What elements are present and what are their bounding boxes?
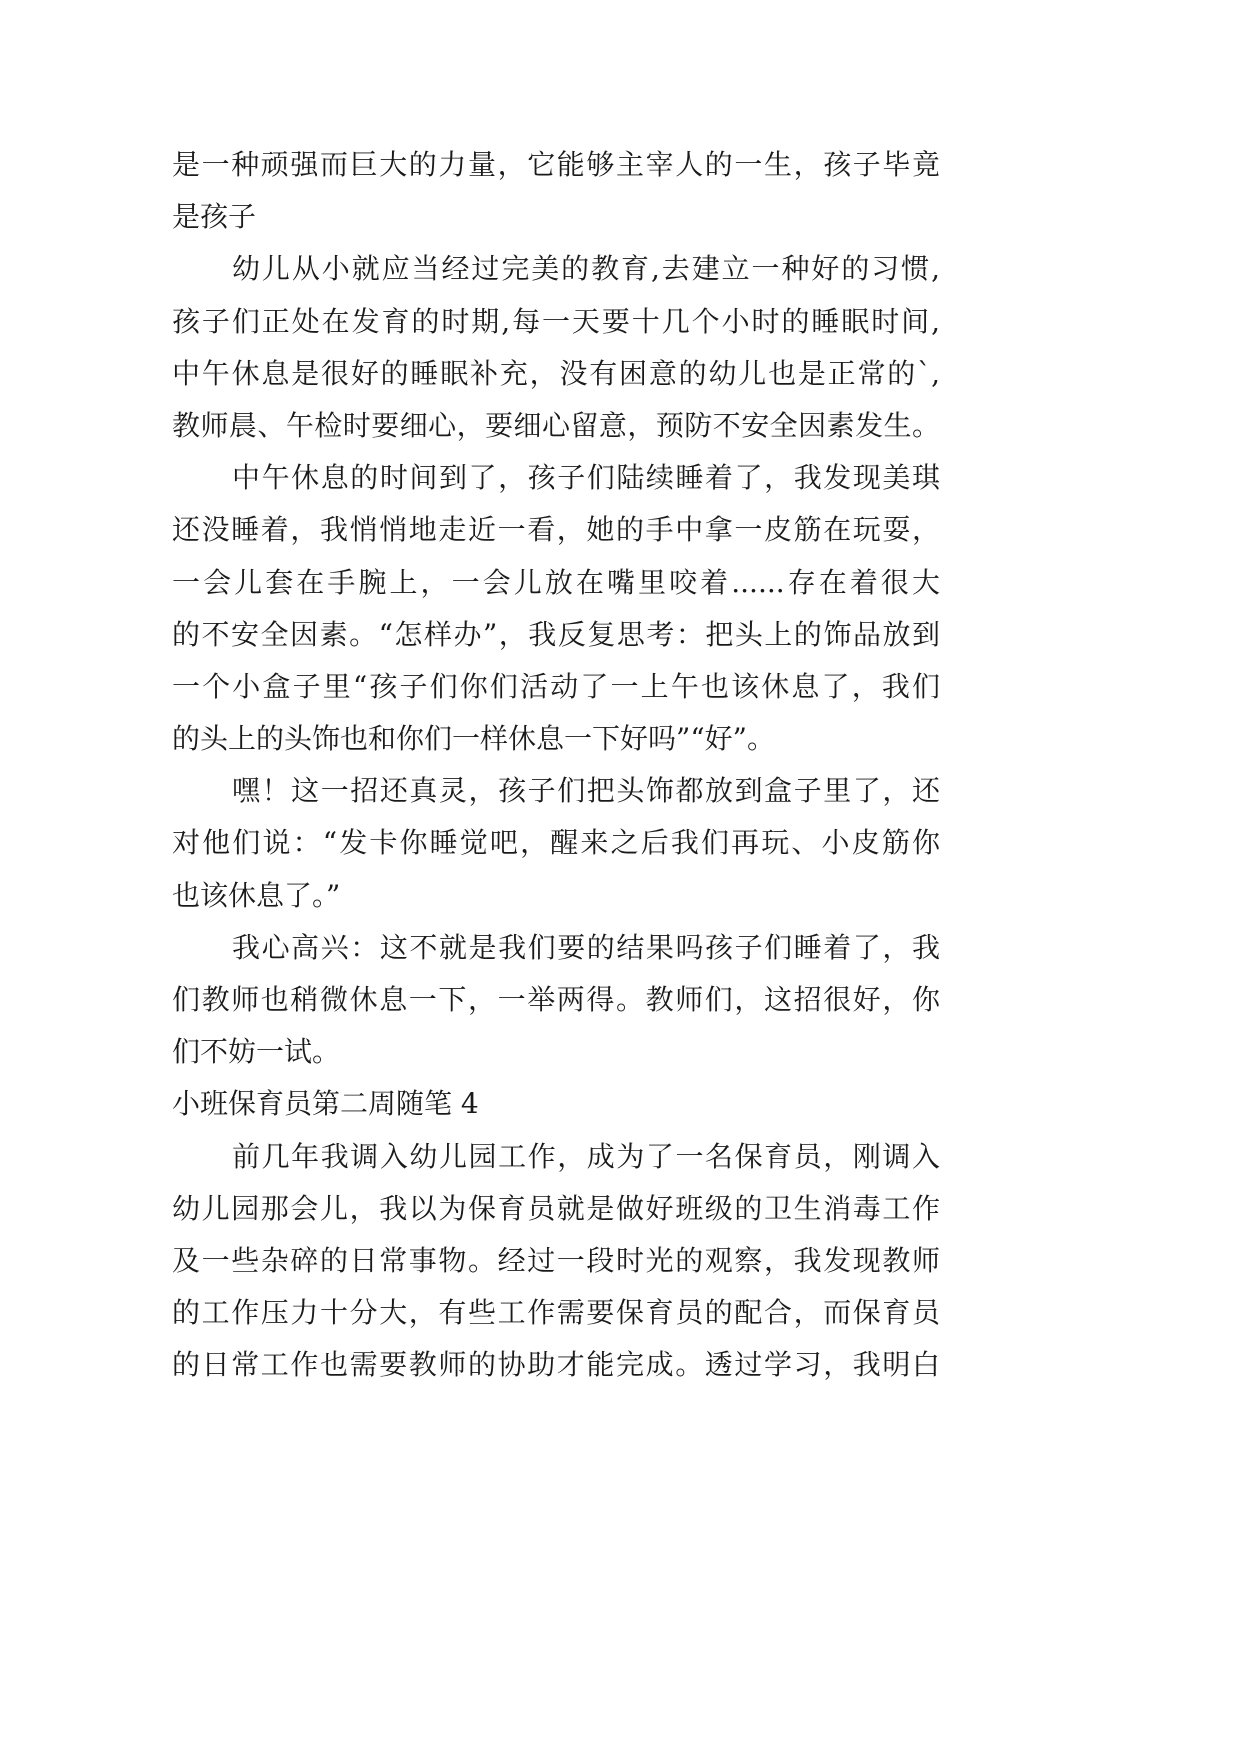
- text-line: 的日常工作也需要教师的协助才能完成。透过学习，我明白: [172, 1348, 940, 1382]
- text-line: 前几年我调入幼儿园工作，成为了一名保育员，刚调入: [232, 1139, 940, 1173]
- paragraph: [172, 243, 940, 452]
- paragraph: [172, 452, 940, 765]
- text-line: 中午休息的时间到了，孩子们陆续睡着了，我发现美琪: [232, 461, 940, 495]
- section-heading: 小班保育员第二周随笔 4: [172, 1087, 479, 1121]
- paragraph: [172, 922, 940, 1079]
- paragraph: [172, 765, 940, 922]
- paragraph: [172, 1131, 940, 1392]
- document-body: [172, 139, 940, 1392]
- paragraph: [172, 139, 940, 243]
- text-line: 还没睡着，我悄悄地走近一看，她的手中拿一皮筋在玩耍，: [172, 513, 940, 547]
- text-line: 的头上的头饰也和你们一样休息一下好吗”“好”。: [172, 722, 775, 756]
- text-line: 一会儿套在手腕上，一会儿放在嘴里咬着......存在着很大: [172, 565, 940, 599]
- text-line: 们教师也稍微休息一下，一举两得。教师们，这招很好，你: [172, 983, 940, 1016]
- text-line: 的不安全因素。“怎样办”，我反复思考：把头上的饰品放到: [172, 617, 940, 651]
- text-line: 是一种顽强而巨大的力量，它能够主宰人的一生，孩子毕竟: [172, 148, 940, 181]
- text-line: 幼儿从小就应当经过完美的教育,去建立一种好的习惯,: [232, 252, 940, 286]
- text-line: 一个小盒子里“孩子们你们活动了一上午也该休息了，我们: [172, 669, 940, 703]
- text-line: 幼儿园那会儿，我以为保育员就是做好班级的卫生消毒工作: [172, 1191, 940, 1225]
- text-line: 我心高兴：这不就是我们要的结果吗孩子们睡着了，我: [232, 930, 940, 964]
- text-line: 嘿！这一招还真灵，孩子们把头饰都放到盒子里了，还: [232, 774, 940, 808]
- text-line: 中午休息是很好的睡眠补充，没有困意的幼儿也是正常的`,: [172, 356, 940, 390]
- text-line: 孩子们正处在发育的时期,每一天要十几个小时的睡眠时间,: [172, 304, 940, 338]
- text-line: 对他们说：“发卡你睡觉吧，醒来之后我们再玩、小皮筋你: [172, 826, 940, 860]
- text-line: 的工作压力十分大，有些工作需要保育员的配合，而保育员: [172, 1296, 940, 1330]
- text-line: 是孩子: [172, 200, 257, 234]
- text-line: 也该休息了。”: [172, 878, 341, 912]
- text-line: 教师晨、午检时要细心，要细心留意，预防不安全因素发生。: [172, 408, 940, 442]
- text-line: 们不妨一试。: [172, 1035, 341, 1069]
- text-line: 及一些杂碎的日常事物。经过一段时光的观察，我发现教师: [172, 1243, 940, 1277]
